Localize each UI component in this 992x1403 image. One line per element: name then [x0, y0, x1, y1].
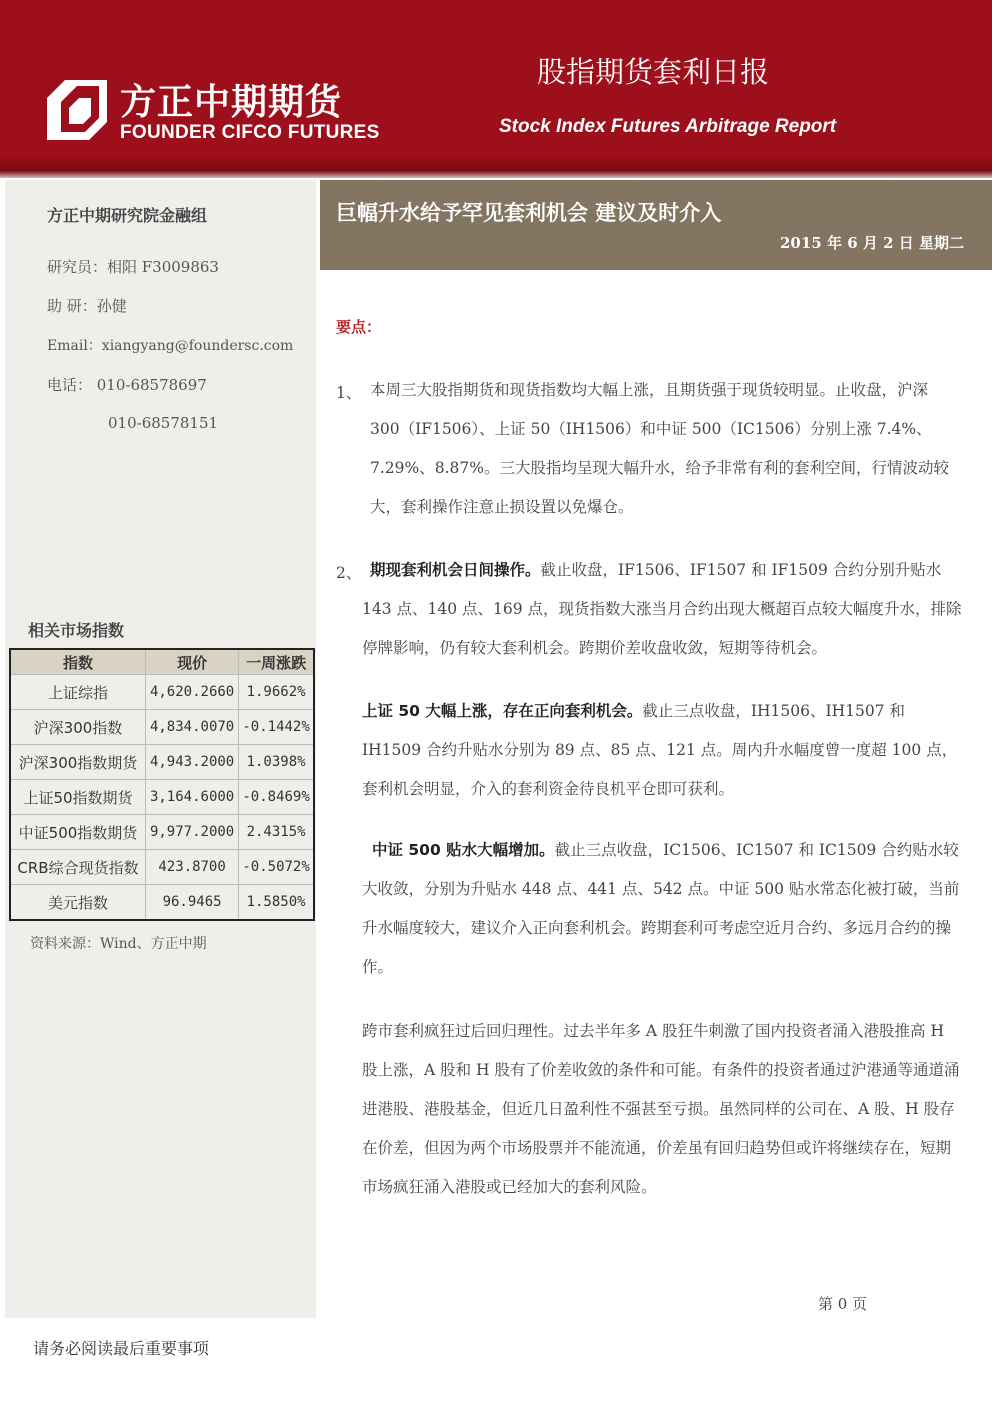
index-name: 上证综指	[10, 675, 146, 710]
paragraph-2	[362, 551, 962, 668]
article-date: 2015 年 6 月 2 日 星期二	[780, 234, 964, 252]
point-number: 2、	[336, 564, 362, 582]
phone-line-2: 010-68578151	[108, 414, 219, 432]
index-weekly-change: -0.5072%	[239, 850, 314, 885]
paragraph-text: 截止收盘，IF1506、IF1507 和 IF1509 合约分别升贴水 143 点、140 点、169 点，现货指数大涨当月合约出现大概超百点较大幅度升水，排除停牌影响，仍有较大套利机会。跨期价差收盘收敛，短期等待机会。	[362, 561, 962, 657]
index-name: 中证500指数期货	[10, 815, 146, 850]
disclaimer-note: 请务必阅读最后重要事项	[33, 1339, 210, 1358]
index-price: 4,943.2000	[146, 745, 239, 780]
index-price: 4,834.0070	[146, 710, 239, 745]
researcher-line: 研究员：相阳 F3009863	[47, 258, 219, 276]
index-name: 沪深300指数期货	[10, 745, 146, 780]
index-weekly-change: 1.5850%	[239, 885, 314, 921]
report-title-en: Stock Index Futures Arbitrage Report	[499, 116, 837, 137]
paragraph-5	[362, 1012, 962, 1207]
report-title-cn: 股指期货套利日报	[537, 55, 770, 89]
index-name: CRB综合现货指数	[10, 850, 146, 885]
paragraph-text: 跨市套利疯狂过后回归理性。过去半年多 A 股狂牛刺激了国内投资者涌入港股推高 H 股上涨，A 股和 H 股有了价差收敛的条件和可能。有条件的投资者通过沪港通等通道涌进港股、港股基金，但近几日盈利性不强甚至亏损。虽然同样的公司在、A 股、H 股存在价差，但因为两个市场股票并不能流通，价差虽有回归趋势但或许将继续存在，短期市场疯狂涌入港股或已经加大的套利风险。	[362, 1022, 960, 1196]
paragraph-1	[370, 371, 960, 527]
research-org: 方正中期研究院金融组	[47, 206, 208, 225]
index-price: 96.9465	[146, 885, 239, 921]
paragraph-text: 本周三大股指期货和现货指数均大幅上涨，且期货强于现货较明显。止收盘，沪深 300（IF1506）、上证 50（IH1506）和中证 500（IC1506）分别上涨 7.4%、7.29%、8.87%。三大股指均呈现大幅升水，给予非常有利的套利空间，行情波动较大，套利操作注意止损设置以免爆仓。	[370, 381, 949, 516]
data-source-note: 资料来源：Wind、方正中期	[30, 936, 207, 952]
index-weekly-change: 2.4315%	[239, 815, 314, 850]
index-name: 美元指数	[10, 885, 146, 921]
company-name-cn: 方正中期期货	[120, 82, 343, 123]
index-price: 423.8700	[146, 850, 239, 885]
page-number: 第 0 页	[818, 1295, 868, 1313]
table-row	[10, 850, 314, 885]
article-title: 巨幅升水给予罕见套利机会 建议及时介入	[336, 201, 722, 225]
email-line[interactable]: Email：xiangyang@foundersc.com	[47, 338, 294, 354]
paragraph-text: 截止三点收盘，IC1506、IC1507 和 IC1509 合约贴水较大收敛，分别为升贴水 448 点、441 点、542 点。中证 500 贴水常态化被打破，当前升水幅度较大，建议介入正向套利机会。跨期套利可考虑空近月合约、多远月合约的操作。	[362, 841, 960, 976]
column-header: 一周涨跌	[239, 649, 314, 675]
index-price: 4,620.2660	[146, 675, 239, 710]
assistant-line: 助 研：孙健	[47, 297, 127, 315]
paragraph-4	[362, 831, 962, 987]
table-row	[10, 710, 314, 745]
column-header: 指数	[10, 649, 146, 675]
index-weekly-change: -0.1442%	[239, 710, 314, 745]
point-number: 1、	[336, 384, 362, 402]
paragraph-3	[362, 692, 962, 809]
key-points-label: 要点：	[336, 318, 382, 336]
phone-line-1: 电话： 010-68578697	[47, 376, 207, 394]
index-weekly-change: 1.9662%	[239, 675, 314, 710]
table-row	[10, 885, 314, 921]
table-row	[10, 815, 314, 850]
paragraph-heading: 上证 50 大幅上涨，存在正向套利机会。	[362, 702, 643, 720]
index-weekly-change: -0.8469%	[239, 780, 314, 815]
paragraph-heading: 期现套利机会日间操作。	[370, 561, 541, 579]
table-row	[10, 745, 314, 780]
table-header-row	[10, 649, 314, 675]
market-index-title: 相关市场指数	[28, 621, 125, 640]
index-name: 上证50指数期货	[10, 780, 146, 815]
index-weekly-change: 1.0398%	[239, 745, 314, 780]
market-index-table	[9, 648, 315, 921]
index-name: 沪深300指数	[10, 710, 146, 745]
index-price: 3,164.6000	[146, 780, 239, 815]
report-header	[0, 0, 992, 178]
column-header: 现价	[146, 649, 239, 675]
index-price: 9,977.2000	[146, 815, 239, 850]
table-row	[10, 780, 314, 815]
paragraph-heading: 中证 500 贴水大幅增加。	[372, 841, 555, 859]
paragraph-text: 截止三点收盘，IH1506、IH1507 和 IH1509 合约升贴水分别为 89 点、85 点、121 点。周内升水幅度曾一度超 100 点，套利机会明显，介入的套利资金待良机平仓即可获利。	[362, 702, 958, 798]
company-name-en: FOUNDER CIFCO FUTURES	[120, 122, 380, 143]
table-row	[10, 675, 314, 710]
founder-logo-icon	[47, 80, 107, 140]
